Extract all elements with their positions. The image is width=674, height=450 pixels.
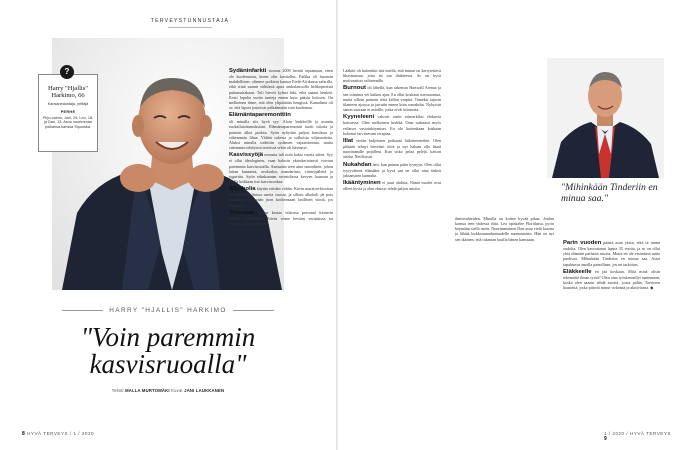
byline-text-label: Teksti: [111, 388, 124, 393]
info-family: Pirjo-vaimo, Joel, 29, Leo, 18, ja Dan, 13. Asuu nuorimman poikansa kanssa Sipoossa.: [42, 115, 94, 130]
headline-line-2: kasvisruoalla": [89, 349, 247, 379]
col2-heading-3: Illat: [343, 137, 354, 144]
col2-heading-1: Burnout: [343, 85, 366, 92]
question-badge-icon: ?: [60, 65, 74, 79]
col2-p3: vietän kuljettaen poikaani lätkätreeneihin. Olen pitkään tehnyt hirveästi töitä ja nyt haluan olla läsnä nuorimmalle pojalleni. Kun sisko pelaa pelejä, katson ottelut Netflixistä.: [343, 137, 441, 160]
col1-p2: oli minulla siis hyvä syy. Aloin lenkkeillä ja muutin ruokailutottumuksiani. Elämäntaparemontti tuotti tulosta ja painoin alkoi pudota. Syön nykyään paljon kasviksia ja vähemmän lihaa. Vältän sokeria ja valkoisia viljatuotteita. Aluksi minulla todettiin sydämen vajaatoiminta, mutta sittemmin tehdyissä testeissä sekin oli hävinnyt.: [229, 119, 333, 151]
secondary-photo: [547, 58, 664, 178]
section-label: TERVEYSTUNNUSTAJA: [150, 18, 230, 24]
spread-gutter: [336, 0, 338, 450]
info-box: [38, 74, 98, 152]
pull-quote: "Mihinkään Tinderiin en minua saa.": [561, 182, 658, 204]
col2-heading-2: Kyyneleeni: [343, 114, 375, 121]
footer-left-page: 8: [22, 431, 26, 437]
headline-line-1: "Voin paremmin: [80, 322, 256, 352]
info-name: Harry "Hjallis" Harkimo, 66: [48, 85, 88, 100]
col4-heading-1: Parin vuoden: [563, 240, 602, 246]
col1-p1: vuonna 2000 herätti tajuamaan, etten ole kuolematon, kuten olin kuvitellut. Paikka oli huonoin mahdollinen: olimme poikieni kanssa Etelä-Afrikassa safarilla, eikä siinä saanut välitöntä apua ambulanssilla helikopteristä puhumattakaan. Tuli hirveä kylmä hiki, eikä saanut henkeä. Kesti lopulta useita tunteja ennen kuin pääsin hoitoon. On melkoinen ihme, että olen ylipäätään hengissä. Kamalinta oli se, että lapset joutuivat pelkäämään isän kuolemaa.: [229, 68, 333, 111]
col1-heading-2: Elämäntaparemonttiin: [229, 112, 291, 119]
col2-p5: ei juuri ahdista. Nämä vuodet ovat olleet hyviä ja olen ehtinyt tehdä paljon asioita.: [343, 179, 441, 192]
col1-p3: minusta tuli noin kaksi vuotta sitten. Syy ei ollut ideologinen, vaan halusin yksinkertaisesti voivani paremmin kasvisruoalla. Aamuisin teen aina smoothien, johon laitan banaania, avokadoa, mandarinia, viinirypäleitä ja jogurttia. Syön eduskunnan ravintolassa kevyen lounaan ja illalla kokkaan itse kasvisruokaa.: [229, 152, 333, 184]
col1-lead: Sydäninfarkti: [229, 68, 267, 74]
footer-right: [604, 431, 674, 442]
col4-heading-2: Eläkkeelle: [563, 268, 592, 275]
article-column-4: [563, 240, 660, 423]
col2-p4: heti, kun painan pään tyynyyn. Olen ollut tyytyväinen elämääni ja hyvä uni on ollut aina tärkeä jaksamisen kannalta.: [343, 161, 441, 178]
byline-text-author: MALLA MURTOMÄKI: [125, 388, 170, 393]
name-rule-left: [62, 310, 103, 311]
col2-p1: oli lähellä, kun rakensin Hartwall Arenaa ja sen toiminta vei kaiken ajan. En ollut koskaan stressaannut, mutta silloin painoin töitä kellon ympäri. Onneksi tajusin tilanteen ajoissa ja jarrutin ennen kuin romahdin. Nykyisin sanon suoraan ei asioille, jotka eivät kiinnosta.: [343, 85, 441, 113]
col2-p0: Lääkäri oli kuitenkin sitä mieltä, että minun on kerrytettävä lihasmassaa, jotta en saa diabetesta. Se on hyvä motivaattori salitreenille.: [343, 68, 441, 84]
col4-p1: päästä asun yksin, eikä se tunnu oudolta. Olen kasvattanut lapsia 35 vuotta, ja se on ollut yhtä elämäni parhaita asioita. Mutta en ole etsimässä uutta puolisoa. Mihinkään Tinderiin en minua saa. Asiat tapahtuvat omalla painollaan, jos on tarkoitus.: [563, 240, 660, 267]
col1-heading-5: Treenaan: [229, 209, 255, 216]
article-column-2: [343, 68, 441, 423]
col4-p2: en jää koskaan. Mitä minä olisin tekemättä ilman työtä? Olen aina työskennellyt tuntemaan, koska olen saanut tehdä asioita, joista pidän. Tarvitsen haasteita, jotka pitävät minut virkeänä ja aktiivisena. ◆: [563, 268, 660, 291]
col1-heading-4: Alkoholia: [229, 186, 256, 193]
footer-right-page: 9: [604, 436, 608, 442]
col3-p1: ihmissuhteiden. Minulla on kolme hyvää pikaa. Joulun kanssa teen yhdessä töitä. Leo opiskelee Floridassa, pyrin käymään siellä usein. Nuorimmainen Dan asuu vielä kotona ja lähtää kirkkoaamuhartaudelle sunnuntaisin. Hän on nyt sen ikäinen, että rakastan kuulla hänen kanssaan.: [455, 216, 554, 242]
col2-p2: valuvat usein esimerkiksi elokuvia katsoessa. Olen melkoinen herkkä. Otan raskaasti myös erilaiset vastoinkäymiset. En ole kuitenkaan koskaan kokenut tarvitsevani terapiaa.: [343, 114, 441, 136]
col2-heading-4: Nukahdan: [343, 161, 372, 168]
subject-name: HARRY "HJALLIS" HARKIMO: [109, 307, 227, 314]
col1-p4: käytän erittäin vähän. Kävin maraton-kisoissa ja hiihtokilpailuissa useita vuosia, ja silloin alkoholi jäi pois kokonaan. Nykyään juon korkeintaan lasillisen viiniä, jos sitäkään.: [229, 186, 333, 208]
col1-heading-3: Kasvissyöjä: [229, 152, 264, 159]
footer-right-info: 1 / 2020 / HYVÄ TERVEYS: [604, 431, 671, 436]
footer-left-info: HYVÄ TERVEYS / 1 / 2020: [27, 431, 95, 436]
info-role: Kansanedustaja, yrittäjä: [47, 101, 89, 106]
info-family-heading: PERHE: [60, 109, 76, 114]
byline-photo-label: Kuvat: [171, 388, 183, 393]
secondary-portrait-illustration: [547, 58, 664, 178]
col2-heading-5: Ikääntyminen: [343, 179, 381, 186]
article-column-3: [455, 216, 554, 423]
section-rule: [168, 27, 212, 28]
article-column-1: [229, 68, 333, 423]
col1-p5: kolme kertaa viikossa personal trainerin kanssa kuntosalilla. Kävin viime kevään vertaisissa tai solerrarivoi olisi kotona.: [229, 209, 333, 227]
footer-left: [22, 431, 94, 437]
byline-photo-author: JANI LAUKKANEN: [184, 388, 225, 393]
